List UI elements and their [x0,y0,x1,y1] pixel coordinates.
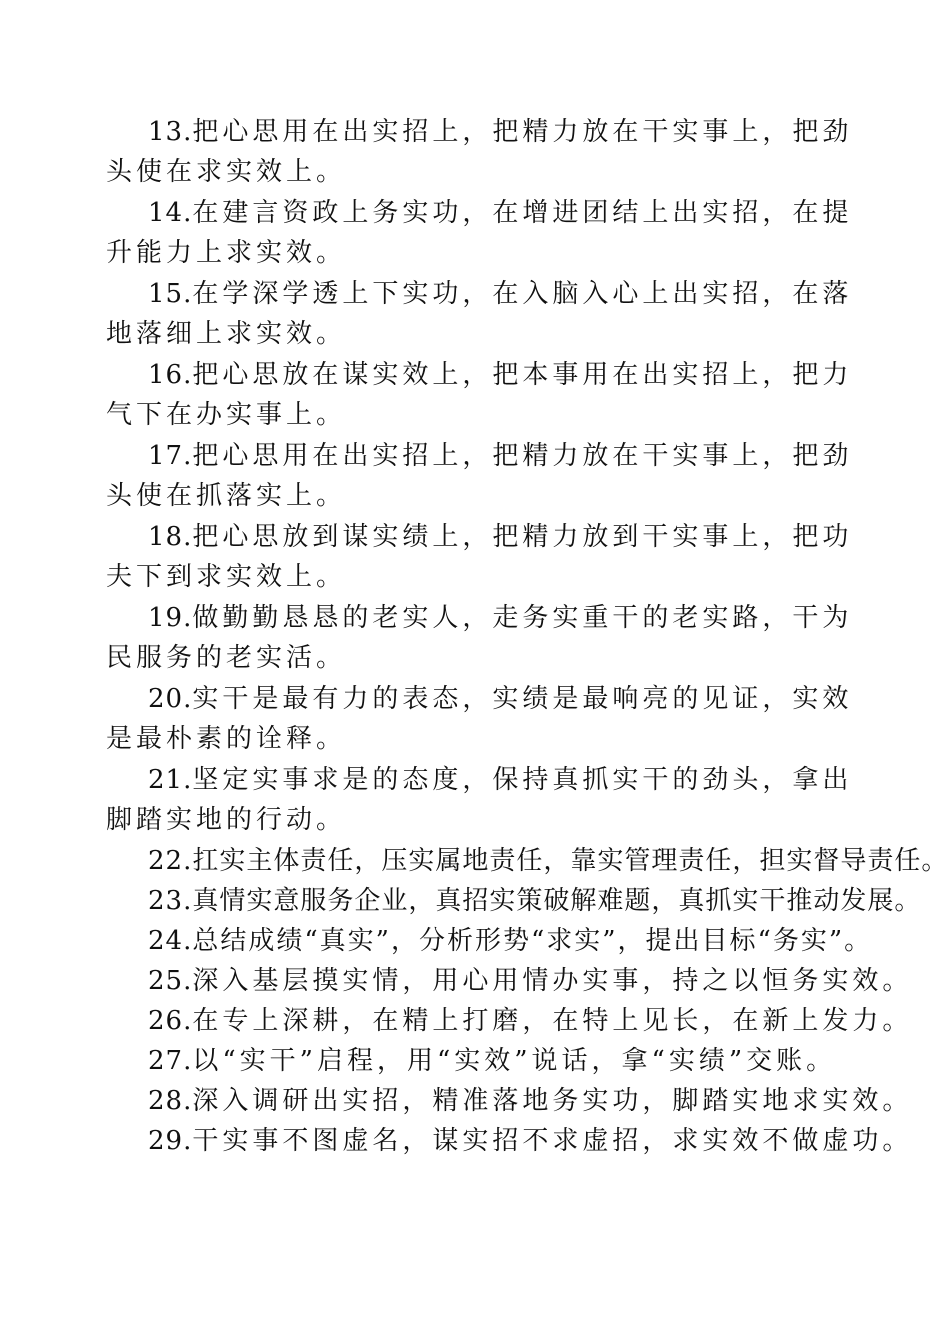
item-text: 以“实干”启程，用“实效”说话，拿“实绩”交账。 [192,1046,837,1076]
list-item-24 [106,921,873,961]
item-text: 真情实意服务企业，真招实策破解难题，真抓实干推动发展。 [192,886,922,916]
item-number: 22. [148,846,193,876]
item-text: 把心思用在出实招上，把精力放在干实事上，把劲头使在抓落实上。 [106,441,853,511]
item-number: 18. [148,522,193,552]
item-text: 深入基层摸实情，用心用情办实事，持之以恒务实效。 [192,966,913,996]
item-text: 做勤勤恳恳的老实人，走务实重干的老实路，干为民服务的老实活。 [106,603,853,673]
item-text: 总结成绩“真实”，分析形势“求实”，提出目标“务实”。 [192,926,873,956]
item-number: 24. [148,926,193,956]
item-number: 14. [148,198,193,228]
list-item-26 [106,1001,913,1041]
list-item-13 [106,112,866,192]
list-item-20 [106,679,866,759]
list-item-25 [106,961,913,1001]
item-text: 在建言资政上务实功，在增进团结上出实招，在提升能力上求实效。 [106,198,853,268]
item-number: 15. [148,279,193,309]
list-item-15 [106,274,866,354]
item-number: 19. [148,603,193,633]
list-item-19 [106,598,866,678]
item-number: 23. [148,886,193,916]
list-item-18 [106,517,866,597]
list-item-17 [106,436,866,516]
item-text: 扛实主体责任，压实属地责任，靠实管理责任，担实督导责任。 [192,846,949,876]
list-item-28 [106,1081,913,1121]
item-number: 29. [148,1126,193,1156]
item-number: 21. [148,765,193,795]
list-item-29 [106,1121,913,1161]
item-number: 26. [148,1006,193,1036]
item-text: 把心思用在出实招上，把精力放在干实事上，把劲头使在求实效上。 [106,117,853,187]
list-item-14 [106,193,866,273]
list-item-27 [106,1041,866,1081]
item-number: 17. [148,441,193,471]
item-text: 把心思放到谋实绩上，把精力放到干实事上，把功夫下到求实效上。 [106,522,853,592]
list-item-23 [106,881,922,921]
item-number: 20. [148,684,193,714]
item-text: 把心思放在谋实效上，把本事用在出实招上，把力气下在办实事上。 [106,360,853,430]
item-number: 27. [148,1046,193,1076]
item-text: 深入调研出实招，精准落地务实功，脚踏实地求实效。 [192,1086,913,1116]
item-text: 在专上深耕，在精上打磨，在特上见长，在新上发力。 [192,1006,913,1036]
item-text: 坚定实事求是的态度，保持真抓实干的劲头，拿出脚踏实地的行动。 [106,765,853,835]
item-number: 25. [148,966,193,996]
list-item-16 [106,355,866,435]
item-text: 干实事不图虚名，谋实招不求虚招，求实效不做虚功。 [192,1126,913,1156]
item-number: 16. [148,360,193,390]
item-number: 13. [148,117,193,147]
item-text: 实干是最有力的表态，实绩是最响亮的见证，实效是最朴素的诠释。 [106,684,853,754]
document-body [106,112,949,1161]
item-text: 在学深学透上下实功，在入脑入心上出实招，在落地落细上求实效。 [106,279,853,349]
item-number: 28. [148,1086,193,1116]
list-item-22 [106,841,949,881]
list-item-21 [106,760,866,840]
